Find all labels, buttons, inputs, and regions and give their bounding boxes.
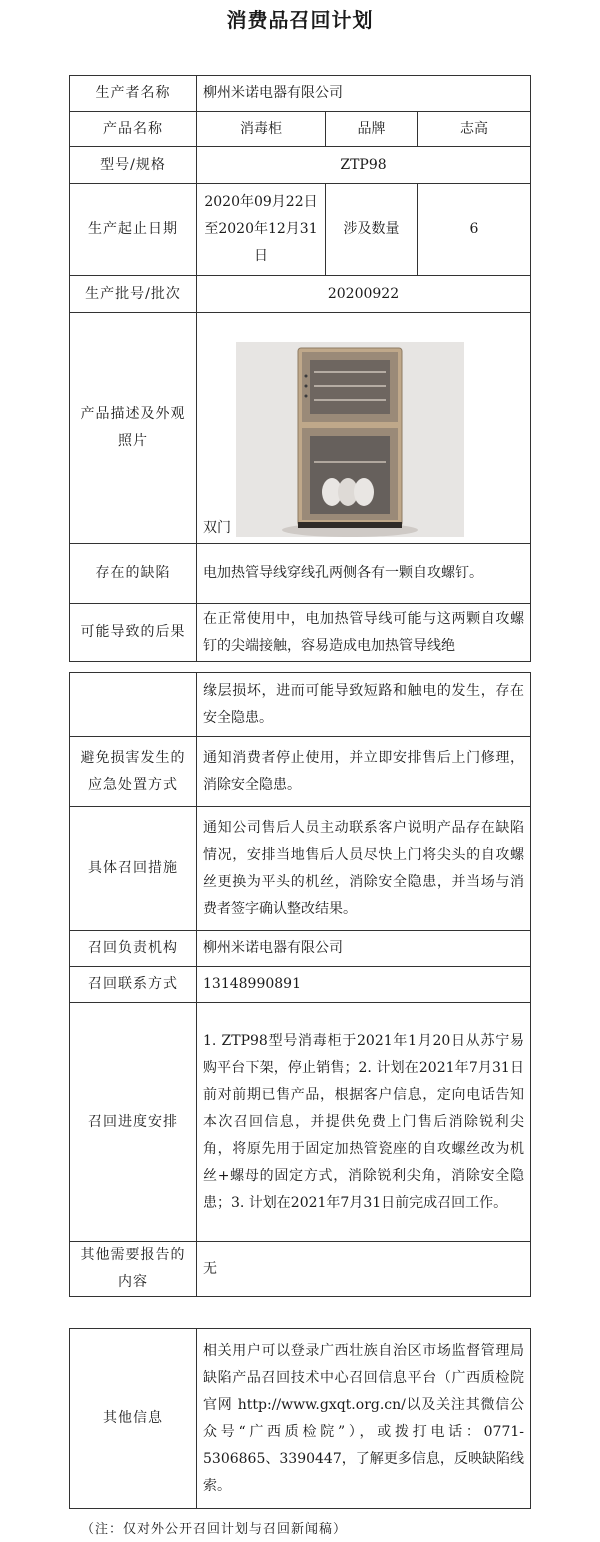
- contact-label: 召回联系方式: [70, 967, 197, 1003]
- table-row: [70, 76, 531, 112]
- org-label: 召回负责机构: [70, 931, 197, 967]
- product-photo: [236, 342, 464, 537]
- measures-label: 具体召回措施: [70, 807, 197, 931]
- table-row: [70, 1003, 531, 1242]
- model-label: 型号/规格: [70, 147, 197, 184]
- other-info-value: 相关用户可以登录广西壮族自治区市场监督管理局缺陷产品召回技术中心召回信息平台（广西质检院官网 http://www.gxqt.org.cn/以及关注其微信公众号“广西质检院”），或拨打电话：0771-5306865、3390447，了解更多信息，反映缺陷线索。: [197, 1329, 531, 1509]
- table-row: [70, 967, 531, 1003]
- date-label: 生产起止日期: [70, 184, 197, 276]
- recall-table-part3: [69, 1328, 531, 1509]
- table-row: [70, 931, 531, 967]
- table-row: [70, 737, 531, 807]
- batch-value: 20200922: [197, 276, 531, 313]
- progress-label: 召回进度安排: [70, 1003, 197, 1242]
- progress-value: 1. ZTP98型号消毒柜于2021年1月20日从苏宁易购平台下架，停止销售；2. 计划在2021年7月31日前对前期已售产品，根据客户信息，定向电话告知本次召回信息，并提供免费上门售后消除锐利尖角，将原先用于固定加热管瓷座的自攻螺丝改为机丝+螺母的固定方式，消除锐利尖角，消除安全隐患；3. 计划在2021年7月31日前完成召回工作。: [197, 1003, 531, 1242]
- footnote: （注：仅对外公开召回计划与召回新闻稿）: [81, 1522, 348, 1537]
- defect-label: 存在的缺陷: [70, 544, 197, 604]
- qty-value: 6: [418, 184, 531, 276]
- continuation-label-empty: [70, 673, 197, 737]
- qty-label: 涉及数量: [326, 184, 418, 276]
- emergency-value: 通知消费者停止使用，并立即安排售后上门修理，消除安全隐患。: [197, 737, 531, 807]
- consequence-value-part1: 在正常使用中，电加热管导线可能与这两颗自攻螺钉的尖端接触，容易造成电加热管导线绝: [197, 604, 531, 662]
- consequence-label: 可能导致的后果: [70, 604, 197, 662]
- photo-label: 产品描述及外观照片: [70, 313, 197, 544]
- manufacturer-value: 柳州米诺电器有限公司: [197, 76, 531, 112]
- product-name-value: 消毒柜: [197, 112, 326, 147]
- table-row: [70, 112, 531, 147]
- table-row: [70, 807, 531, 931]
- other-report-value: 无: [197, 1242, 531, 1297]
- manufacturer-label: 生产者名称: [70, 76, 197, 112]
- consequence-value-part2: 缘层损坏，进而可能导致短路和触电的发生，存在安全隐患。: [197, 673, 531, 737]
- other-info-label: 其他信息: [70, 1329, 197, 1509]
- measures-value: 通知公司售后人员主动联系客户说明产品存在缺陷情况，安排当地售后人员尽快上门将尖头的自攻螺丝更换为平头的机丝，消除安全隐患，并当场与消费者签字确认整改结果。: [197, 807, 531, 931]
- table-row: [70, 1329, 531, 1509]
- brand-value: 志高: [418, 112, 531, 147]
- brand-label: 品牌: [326, 112, 418, 147]
- table-row: [70, 673, 531, 737]
- date-value: 2020年09月22日至2020年12月31日: [197, 184, 326, 276]
- table-row: [70, 544, 531, 604]
- contact-value: 13148990891: [197, 967, 531, 1003]
- sterilizer-cabinet-image: [236, 342, 464, 537]
- batch-label: 生产批号/批次: [70, 276, 197, 313]
- product-name-label: 产品名称: [70, 112, 197, 147]
- table-row: [70, 184, 531, 276]
- org-value: 柳州米诺电器有限公司: [197, 931, 531, 967]
- table-row: [70, 147, 531, 184]
- model-value: ZTP98: [197, 147, 531, 184]
- page-title: 消费品召回计划: [226, 8, 374, 32]
- other-report-label: 其他需要报告的内容: [70, 1242, 197, 1297]
- table-row: [70, 1242, 531, 1297]
- recall-table-part2: [69, 672, 531, 1297]
- emergency-label: 避免损害发生的应急处置方式: [70, 737, 197, 807]
- table-row: [70, 604, 531, 662]
- photo-caption: 双门: [203, 520, 231, 536]
- defect-value: 电加热管导线穿线孔两侧各有一颗自攻螺钉。: [197, 544, 531, 604]
- table-row: [70, 276, 531, 313]
